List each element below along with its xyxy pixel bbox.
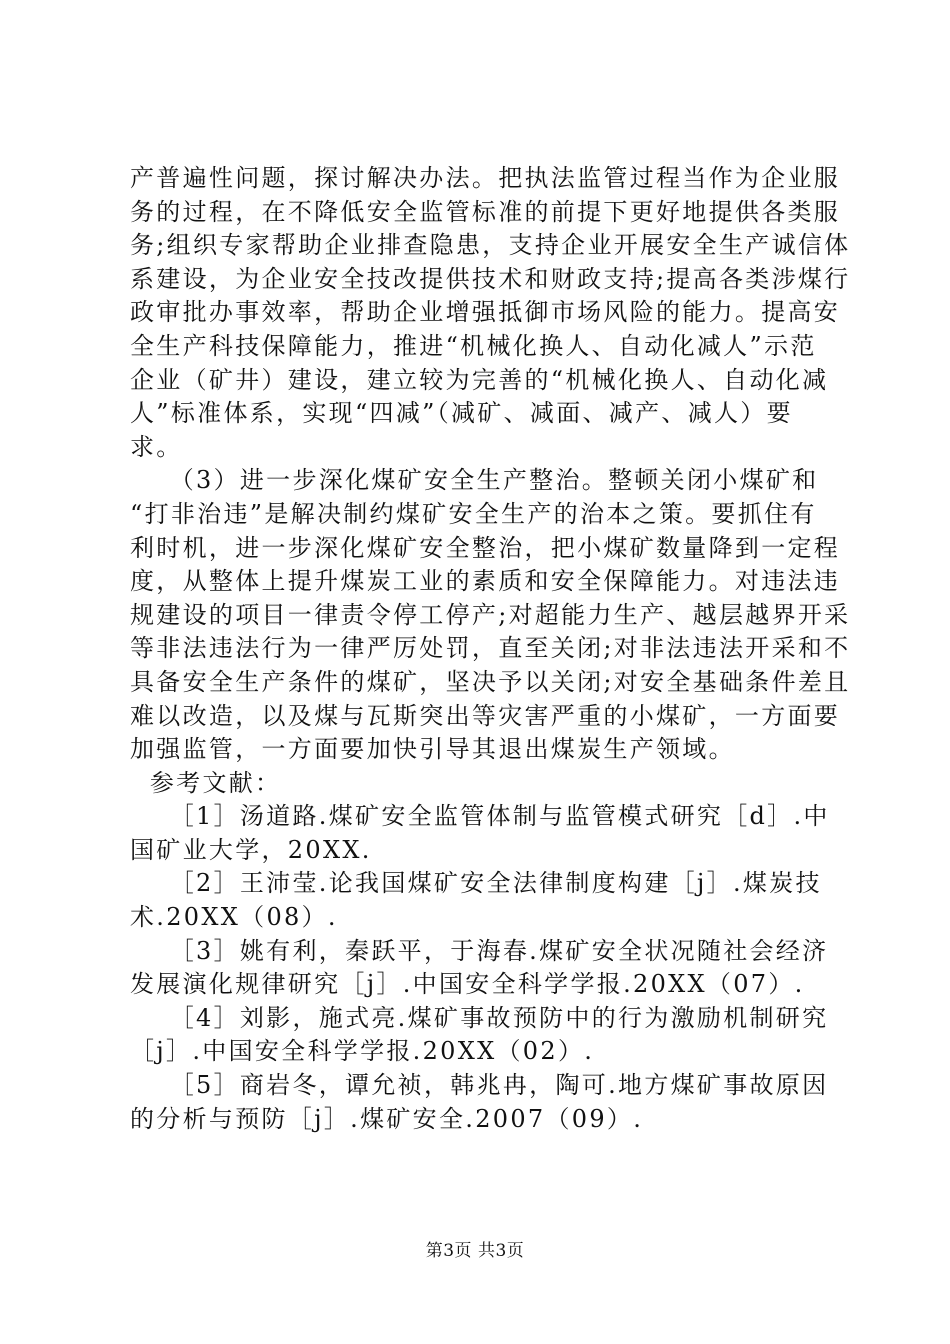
text-line: 难以改造，以及煤与瓦斯突出等灾害严重的小煤矿，一方面要 bbox=[130, 701, 841, 730]
text-line: 求。 bbox=[130, 432, 183, 461]
text-line: 度，从整体上提升煤炭工业的素质和安全保障能力。对违法违 bbox=[130, 567, 841, 596]
text-line: 全生产科技保障能力，推进“机械化换人、自动化减人”示范 bbox=[130, 331, 817, 360]
text-line: 务;组织专家帮助企业排查隐患，支持企业开展安全生产诚信体 bbox=[130, 231, 851, 260]
reference-line: 发展演化规律研究［j］.中国安全科学学报.20XX（07）. bbox=[130, 970, 805, 999]
reference-line: 的分析与预防［j］.煤矿安全.2007（09）. bbox=[130, 1104, 644, 1133]
reference-line: ［4］刘影，施式亮.煤矿事故预防中的行为激励机制研究 bbox=[130, 1003, 829, 1032]
text-line: （3）进一步深化煤矿安全生产整治。整顿关闭小煤矿和 bbox=[130, 466, 819, 495]
text-line: 务的过程，在不降低安全监管标准的前提下更好地提供各类服 bbox=[130, 197, 841, 226]
reference-line: ［1］汤道路.煤矿安全监管体制与监管模式研究［d］.中 bbox=[130, 802, 830, 831]
text-line: 等非法违法行为一律严厉处罚，直至关闭;对非法违法开采和不 bbox=[130, 634, 851, 663]
text-line: 系建设，为企业安全技改提供技术和财政支持;提高各类涉煤行 bbox=[130, 264, 851, 293]
page-number-footer: 第3页 共3页 bbox=[425, 1241, 525, 1261]
references-heading: 参考文献： bbox=[130, 768, 282, 797]
text-line: 加强监管，一方面要加快引导其退出煤炭生产领域。 bbox=[130, 735, 735, 764]
text-line: 具备安全生产条件的煤矿，坚决予以关闭;对安全基础条件差且 bbox=[130, 667, 851, 696]
reference-line: 国矿业大学，20XX. bbox=[130, 835, 372, 864]
text-line: 政审批办事效率，帮助企业增强抵御市场风险的能力。提高安 bbox=[130, 298, 841, 327]
reference-line: ［j］.中国安全科学学报.20XX（02）. bbox=[130, 1037, 595, 1066]
document-body bbox=[130, 162, 851, 1136]
reference-line: ［5］商岩冬，谭允祯，韩兆冉，陶可.地方煤矿事故原因 bbox=[130, 1071, 829, 1100]
reference-line: 术.20XX（08）. bbox=[130, 903, 338, 932]
text-line: 规建设的项目一律责令停工停产;对超能力生产、越层越界开采 bbox=[130, 600, 851, 629]
text-line: “打非治违”是解决制约煤矿安全生产的治本之策。要抓住有 bbox=[130, 499, 817, 528]
text-line: 利时机，进一步深化煤矿安全整治，把小煤矿数量降到一定程 bbox=[130, 533, 841, 562]
text-line: 产普遍性问题，探讨解决办法。把执法监管过程当作为企业服 bbox=[130, 164, 841, 192]
text-line: 人”标准体系，实现“四减”（减矿、减面、减产、减人）要 bbox=[130, 399, 793, 428]
reference-line: ［3］姚有利，秦跃平，于海春.煤矿安全状况随社会经济 bbox=[130, 936, 829, 965]
reference-line: ［2］王沛莹.论我国煤矿安全法律制度构建［j］.煤炭技 bbox=[130, 869, 822, 898]
text-line: 企业（矿井）建设，建立较为完善的“机械化换人、自动化减 bbox=[130, 365, 829, 394]
